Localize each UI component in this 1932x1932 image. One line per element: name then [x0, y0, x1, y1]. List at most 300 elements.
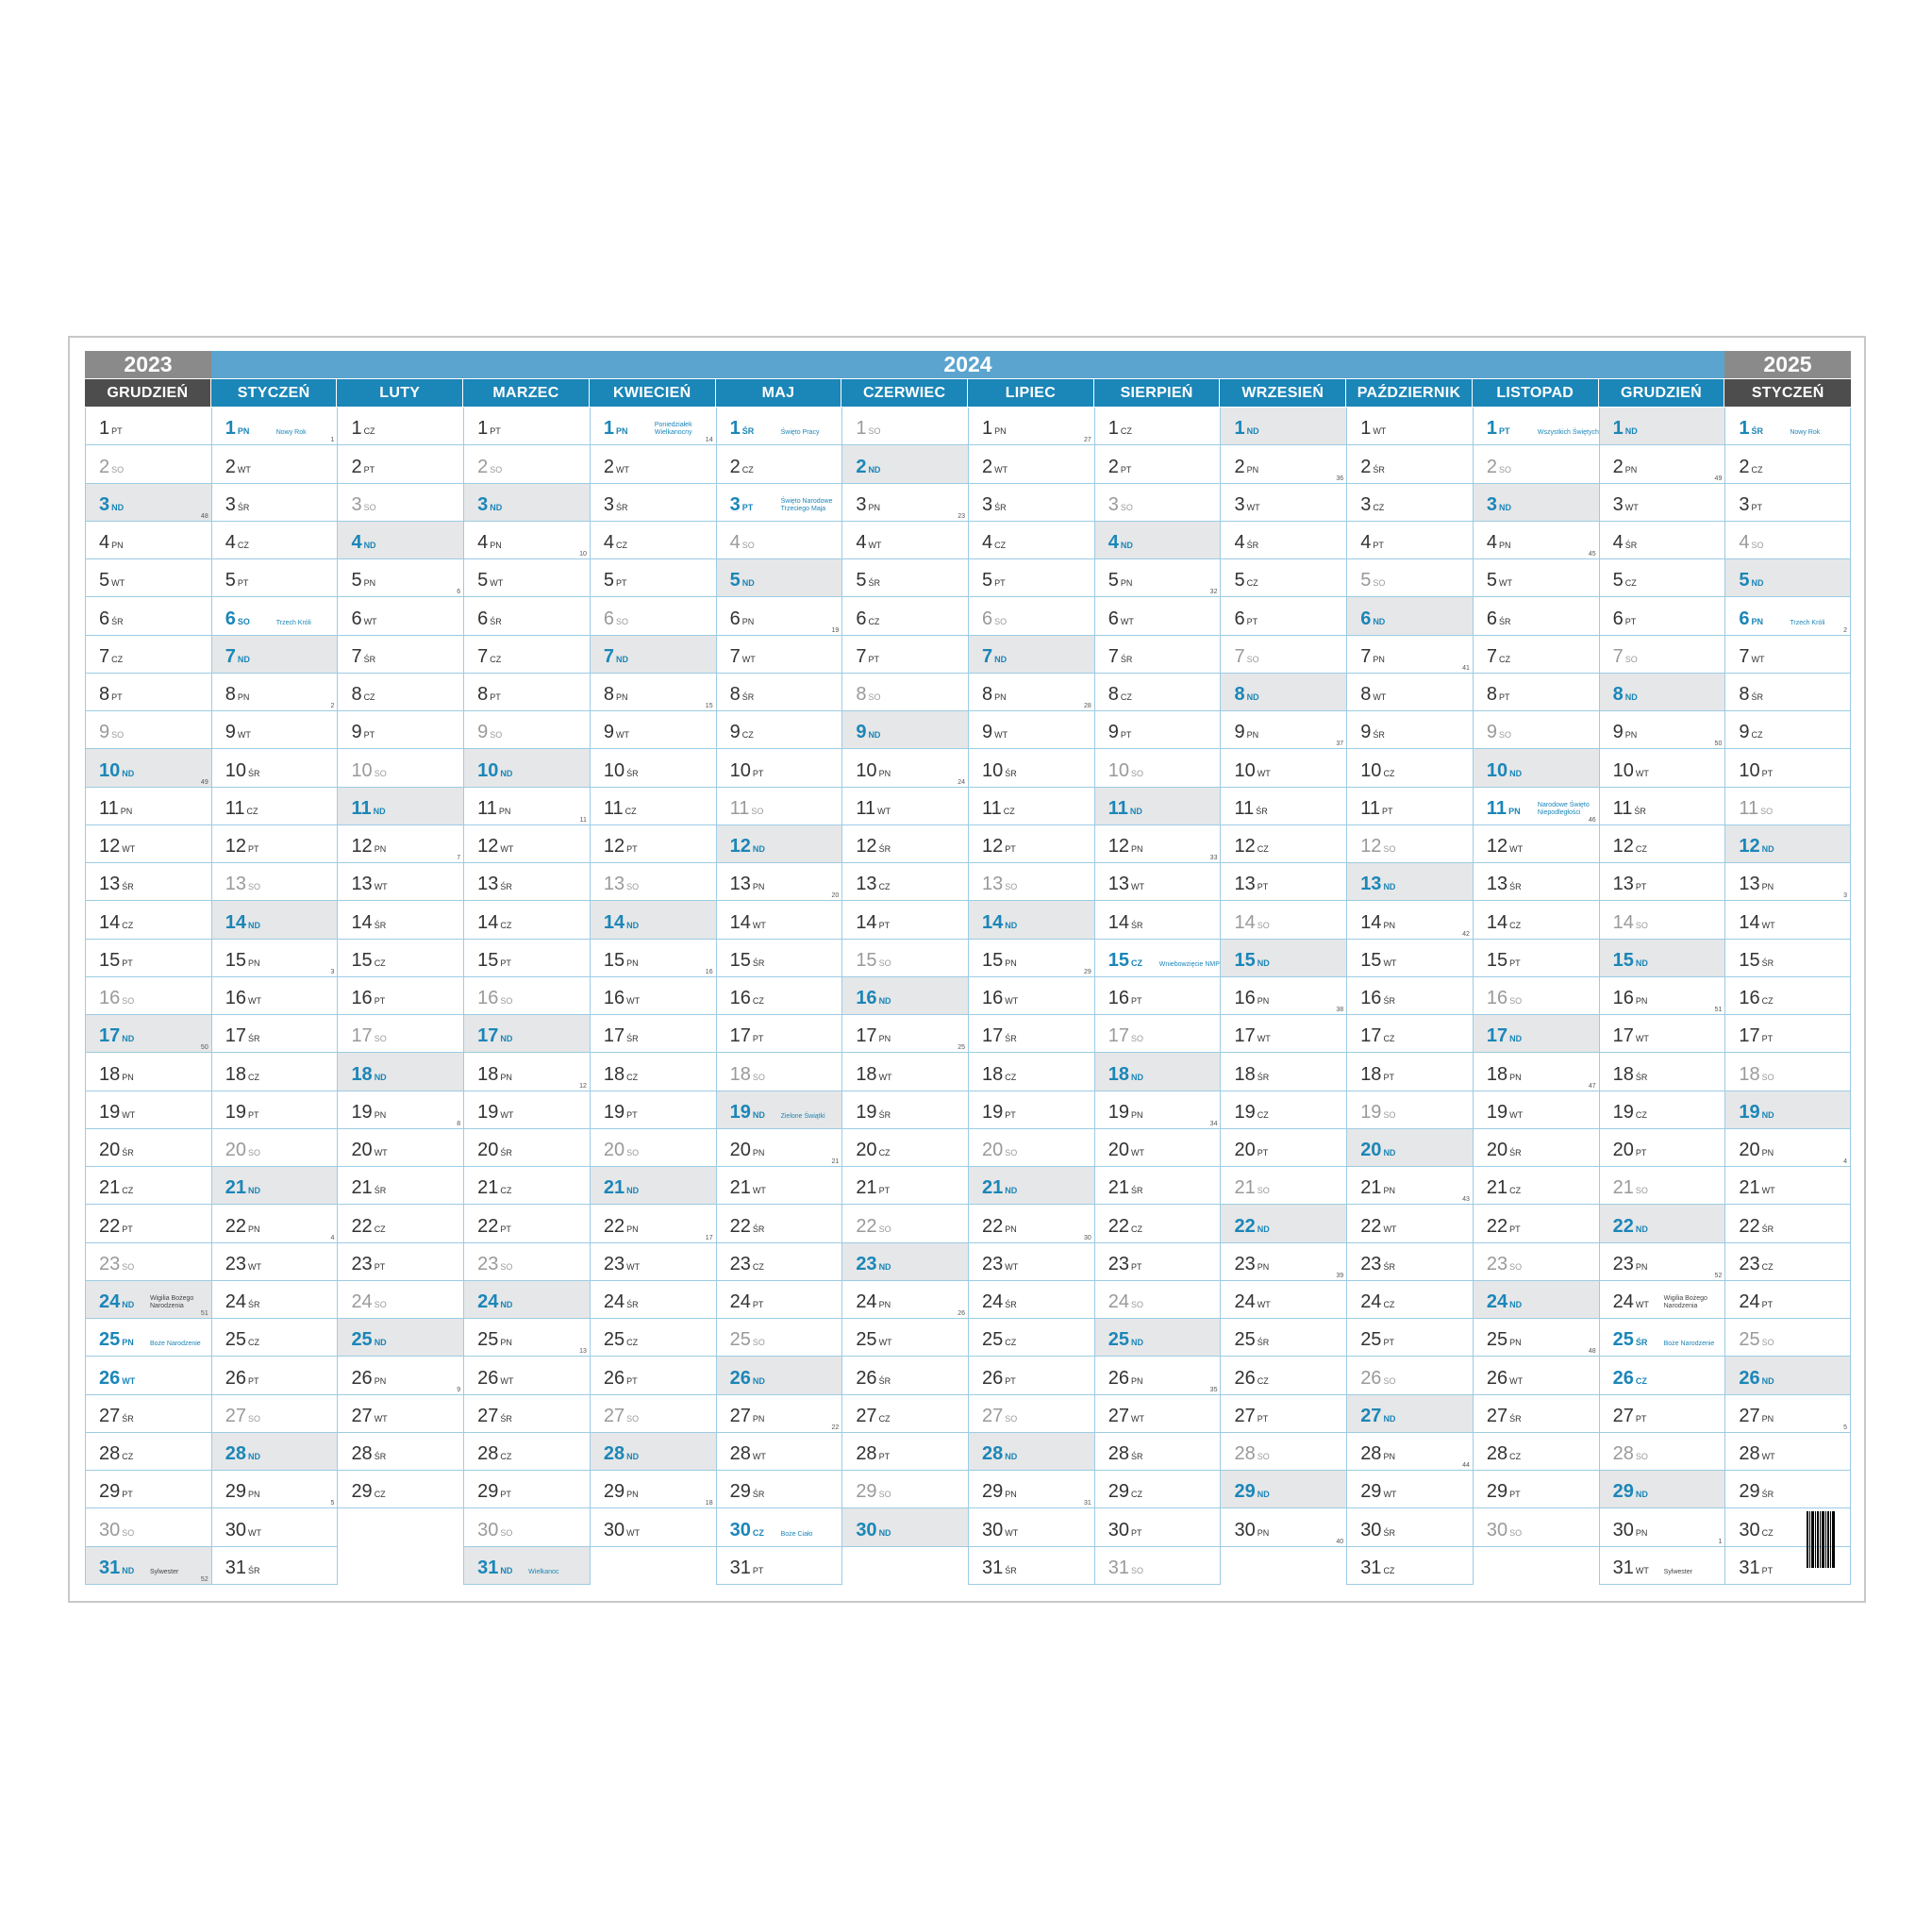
- week-number: 30: [1083, 1234, 1091, 1241]
- weekday-label: PN: [741, 616, 755, 626]
- day-number: 9 PT: [1108, 722, 1132, 743]
- day-number: 23 CZ: [729, 1253, 764, 1274]
- day-number: 18 ŚR: [1612, 1063, 1648, 1085]
- month-header: GRUDZIEŃ: [1599, 379, 1725, 407]
- weekday-label: WT: [877, 806, 891, 816]
- weekday-label: PT: [626, 1375, 638, 1386]
- day-cell: [1474, 1243, 1599, 1281]
- weekday-label: ND: [490, 502, 503, 512]
- day-cell: [212, 674, 338, 711]
- weekday-label: ŚR: [1256, 806, 1268, 816]
- day-cell: [591, 674, 716, 711]
- day-number: 18 ND: [351, 1063, 387, 1085]
- day-cell: [1725, 559, 1850, 597]
- month-header: MAJ: [716, 379, 842, 407]
- weekday-label: SO: [122, 996, 135, 1006]
- day-number: 21 PN: [1360, 1177, 1395, 1199]
- day-cell: [86, 1205, 211, 1242]
- weekday-label: WT: [1635, 1034, 1649, 1044]
- day-number: 23 PN: [1234, 1253, 1270, 1274]
- weekday-label: ŚR: [247, 768, 260, 778]
- day-number: 3 ND: [1486, 493, 1512, 515]
- day-cell: [1095, 1167, 1221, 1205]
- weekday-label: PN: [878, 768, 891, 778]
- day-number: 29 PT: [1486, 1481, 1521, 1503]
- day-cell: [591, 484, 716, 522]
- day-cell: [1095, 1281, 1221, 1319]
- day-number: 31 PT: [1739, 1557, 1774, 1578]
- day-number: 14 WT: [1739, 911, 1775, 933]
- day-cell: [464, 522, 590, 559]
- day-number: 1 CZ: [1108, 418, 1132, 440]
- day-number: 6 ND: [1360, 608, 1386, 629]
- day-number: 22 ŚR: [1739, 1215, 1774, 1237]
- month-column: [85, 408, 211, 1585]
- day-cell: [1347, 1547, 1473, 1585]
- weekday-label: SO: [1499, 730, 1512, 741]
- day-cell: [1474, 484, 1599, 522]
- day-cell: [464, 863, 590, 901]
- weekday-label: ND: [1005, 1186, 1018, 1196]
- weekday-label: ND: [752, 844, 765, 854]
- day-cell: [1725, 1091, 1850, 1129]
- weekday-label: ŚR: [247, 1034, 260, 1044]
- day-number: 6 PN: [729, 608, 755, 629]
- day-number: 6 CZ: [856, 608, 880, 629]
- weekday-label: WT: [363, 616, 377, 626]
- day-number: 30 CZ: [1739, 1519, 1774, 1541]
- weekday-label: PN: [616, 426, 628, 437]
- day-cell: [969, 1547, 1094, 1585]
- day-cell: [1347, 1053, 1473, 1091]
- weekday-label: ŚR: [878, 1375, 891, 1386]
- weekday-label: SO: [1120, 502, 1133, 512]
- weekday-label: ŚR: [1635, 1338, 1648, 1348]
- day-number: 5 ŚR: [856, 570, 880, 591]
- day-number: 2 SO: [477, 456, 503, 477]
- day-number: 30 ND: [856, 1519, 891, 1541]
- day-number: 26 SO: [1360, 1367, 1396, 1389]
- day-cell: [1347, 977, 1473, 1015]
- day-number: 23 WT: [982, 1253, 1019, 1274]
- day-number: 16 PT: [1108, 988, 1142, 1008]
- day-cell: [1725, 863, 1850, 901]
- weekday-label: ŚR: [1131, 1452, 1143, 1461]
- day-cell: [464, 1281, 590, 1319]
- day-cell: [1221, 1129, 1346, 1167]
- weekday-label: CZ: [122, 1452, 134, 1461]
- day-number: 16 ŚR: [1360, 988, 1395, 1008]
- weekday-label: CZ: [500, 920, 512, 930]
- day-cell: [842, 749, 968, 787]
- day-cell: [86, 711, 211, 749]
- weekday-label: PT: [1005, 1375, 1016, 1386]
- weekday-label: PN: [752, 1148, 765, 1158]
- day-number: 10 WT: [1612, 759, 1649, 781]
- weekday-label: SO: [878, 1490, 891, 1500]
- day-cell: [591, 1091, 716, 1129]
- day-number: 8 CZ: [1108, 684, 1132, 705]
- holiday-note: Trzech Króli: [1790, 619, 1825, 626]
- week-number: 1: [1718, 1538, 1723, 1545]
- day-cell: [212, 749, 338, 787]
- weekday-label: CZ: [625, 806, 637, 816]
- weekday-label: ŚR: [1751, 426, 1763, 437]
- day-cell: [969, 636, 1094, 674]
- weekday-label: CZ: [1761, 1527, 1774, 1538]
- day-number: 2 CZ: [729, 456, 754, 477]
- day-number: 13 ND: [1360, 874, 1396, 895]
- day-cell: [1095, 674, 1221, 711]
- day-number: 26 CZ: [1234, 1367, 1269, 1389]
- day-cell: [338, 408, 463, 445]
- day-cell: [1347, 1243, 1473, 1281]
- day-number: 2 SO: [99, 456, 125, 477]
- day-number: 26 CZ: [1612, 1367, 1647, 1389]
- weekday-label: CZ: [1509, 1186, 1522, 1196]
- day-number: 27 ŚR: [99, 1405, 134, 1426]
- weekday-label: PN: [1131, 1375, 1143, 1386]
- day-cell: [969, 1281, 1094, 1319]
- weekday-label: ŚR: [741, 426, 755, 437]
- holiday-note: Boże Narodzenie: [1663, 1341, 1715, 1348]
- day-cell: [212, 1243, 338, 1281]
- day-cell: [1474, 749, 1599, 787]
- day-number: 15 ŚR: [729, 949, 765, 971]
- weekday-label: SO: [1005, 1148, 1018, 1158]
- day-number: 15 CZ: [1108, 949, 1142, 971]
- weekday-label: ND: [616, 654, 628, 664]
- day-number: 9 SO: [477, 722, 503, 743]
- day-number: 13 WT: [351, 874, 388, 895]
- weekday-label: ŚR: [374, 920, 387, 930]
- day-number: 4 PN: [477, 532, 502, 553]
- day-number: 25 ND: [1108, 1329, 1143, 1351]
- day-cell: [1221, 445, 1346, 483]
- day-number: 15 PN: [225, 949, 260, 971]
- weekday-label: WT: [1257, 768, 1271, 778]
- day-cell: [1725, 901, 1850, 939]
- day-cell: [86, 1091, 211, 1129]
- weekday-label: ŚR: [111, 616, 124, 626]
- weekday-label: CZ: [1509, 920, 1522, 930]
- day-number: 20 WT: [1108, 1140, 1144, 1160]
- weekday-label: PN: [1005, 1490, 1017, 1500]
- weekday-label: CZ: [247, 1338, 259, 1348]
- day-number: 14 PN: [1360, 911, 1395, 933]
- weekday-label: ND: [1509, 768, 1523, 778]
- weekday-label: PN: [374, 1375, 387, 1386]
- weekday-label: CZ: [122, 1186, 134, 1196]
- weekday-label: ŚR: [1131, 1186, 1143, 1196]
- day-number: 7 CZ: [477, 645, 502, 667]
- day-number: 28 PN: [1360, 1443, 1395, 1464]
- day-number: 24 PT: [729, 1291, 764, 1312]
- day-number: 7 WT: [729, 645, 756, 667]
- day-number: 14 ŚR: [351, 911, 387, 933]
- weekday-label: PT: [237, 578, 249, 589]
- day-number: 3 ŚR: [225, 493, 250, 515]
- weekday-label: PN: [247, 1224, 260, 1234]
- day-number: 18 PN: [1486, 1063, 1522, 1085]
- day-cell: [717, 1395, 842, 1433]
- weekday-label: PN: [1246, 730, 1259, 741]
- weekday-label: CZ: [363, 692, 375, 702]
- day-cell: [464, 901, 590, 939]
- weekday-label: SO: [1635, 1452, 1648, 1461]
- weekday-label: WT: [490, 578, 504, 589]
- day-number: 4 PN: [1486, 532, 1511, 553]
- weekday-label: ND: [237, 654, 250, 664]
- day-cell: [969, 1015, 1094, 1053]
- day-cell: [1221, 749, 1346, 787]
- weekday-label: SO: [1499, 464, 1512, 475]
- day-cell: [1221, 1471, 1346, 1508]
- day-cell: [86, 788, 211, 825]
- day-number: 28 ŚR: [1108, 1443, 1143, 1464]
- month-header-row: [85, 379, 1851, 407]
- day-cell: [1600, 1205, 1725, 1242]
- weekday-label: WT: [1257, 1034, 1271, 1044]
- day-number: 27 ŚR: [1486, 1405, 1522, 1426]
- day-number: 28 ND: [225, 1443, 260, 1464]
- weekday-label: ŚR: [363, 654, 376, 664]
- day-cell: [842, 674, 968, 711]
- weekday-label: PT: [1131, 996, 1142, 1006]
- weekday-label: WT: [500, 1109, 514, 1120]
- day-cell: [1347, 1357, 1473, 1394]
- day-cell: [212, 1053, 338, 1091]
- day-cell: [1725, 825, 1850, 863]
- day-cell: [338, 597, 463, 635]
- day-cell: [212, 825, 338, 863]
- weekday-label: PN: [1499, 541, 1511, 550]
- day-number: 20 ŚR: [1486, 1140, 1522, 1160]
- day-cell: [1474, 901, 1599, 939]
- day-cell: [1221, 1395, 1346, 1433]
- day-cell: [1347, 1129, 1473, 1167]
- day-cell: [969, 1433, 1094, 1471]
- day-number: 5 WT: [1486, 570, 1513, 591]
- day-cell: [1600, 788, 1725, 825]
- day-cell: [1600, 825, 1725, 863]
- day-number: 25 ŚR: [1612, 1329, 1648, 1351]
- weekday-label: SO: [122, 1261, 135, 1272]
- empty-cell: [591, 1547, 716, 1585]
- weekday-label: PT: [122, 1490, 133, 1500]
- day-number: 14 ND: [603, 911, 640, 933]
- day-cell: [1600, 1129, 1725, 1167]
- day-number: 23 SO: [477, 1253, 513, 1274]
- day-number: 11 CZ: [603, 797, 637, 819]
- weekday-label: SO: [1383, 1109, 1396, 1120]
- day-cell: [464, 940, 590, 977]
- weekday-label: PN: [1383, 1186, 1395, 1196]
- day-cell: [1474, 1129, 1599, 1167]
- holiday-note: Święto Pracy: [780, 429, 820, 437]
- day-cell: [591, 445, 716, 483]
- day-cell: [1600, 977, 1725, 1015]
- holiday-note: Wielkanoc: [528, 1568, 559, 1575]
- day-number: 4 SO: [1739, 532, 1764, 553]
- day-cell: [212, 559, 338, 597]
- weekday-label: ND: [122, 768, 135, 778]
- day-number: 16 WT: [225, 988, 261, 1008]
- weekday-label: SO: [1131, 1565, 1144, 1575]
- day-number: 21 PT: [856, 1177, 891, 1199]
- day-cell: [1347, 1167, 1473, 1205]
- day-cell: [717, 711, 842, 749]
- day-number: 25 ŚR: [1234, 1329, 1270, 1351]
- day-number: 18 PT: [1360, 1063, 1394, 1085]
- month-column: [1220, 408, 1346, 1585]
- day-cell: [969, 1129, 1094, 1167]
- weekday-label: CZ: [1005, 1338, 1017, 1348]
- weekday-label: ND: [994, 654, 1008, 664]
- day-cell: [1095, 788, 1221, 825]
- day-cell: [1600, 749, 1725, 787]
- weekday-label: ND: [1257, 1490, 1270, 1500]
- day-cell: [1347, 1015, 1473, 1053]
- day-cell: [464, 1205, 590, 1242]
- day-cell: [1095, 1395, 1221, 1433]
- day-number: 12 WT: [99, 836, 136, 857]
- day-number: 21 WT: [729, 1177, 766, 1199]
- day-cell: [86, 1433, 211, 1471]
- weekday-label: ND: [868, 464, 881, 475]
- day-number: 28 CZ: [477, 1443, 512, 1464]
- day-number: 10 CZ: [1360, 759, 1395, 781]
- day-number: 5 PT: [225, 570, 249, 591]
- day-cell: [338, 1015, 463, 1053]
- day-cell: [591, 788, 716, 825]
- day-number: 8 SO: [856, 684, 881, 705]
- day-number: 6 SO: [225, 608, 250, 629]
- day-number: 13 ŚR: [477, 874, 512, 895]
- day-cell: [212, 1508, 338, 1546]
- weekday-label: PN: [1635, 1261, 1648, 1272]
- day-cell: [717, 1243, 842, 1281]
- day-number: 27 PN: [729, 1405, 765, 1426]
- day-number: 14 ND: [982, 911, 1018, 933]
- day-number: 25 PT: [1360, 1329, 1394, 1351]
- weekday-label: ND: [1499, 502, 1512, 512]
- weekday-label: PT: [752, 1565, 764, 1575]
- day-cell: [1600, 1395, 1725, 1433]
- week-number: 52: [1714, 1272, 1723, 1279]
- day-number: 31 SO: [1108, 1557, 1144, 1578]
- weekday-label: ND: [122, 1565, 135, 1575]
- day-number: 15 SO: [856, 949, 891, 971]
- weekday-label: PN: [1257, 996, 1270, 1006]
- day-cell: [842, 484, 968, 522]
- weekday-label: WT: [1383, 1224, 1397, 1234]
- week-number: 2: [1843, 626, 1848, 634]
- day-cell: [1095, 863, 1221, 901]
- day-number: 29 PT: [99, 1481, 133, 1503]
- weekday-label: ŚR: [500, 1413, 512, 1424]
- day-number: 23 CZ: [1739, 1253, 1774, 1274]
- weekday-label: CZ: [1383, 768, 1395, 778]
- day-number: 5 WT: [477, 570, 504, 591]
- week-number: 48: [1588, 1348, 1596, 1356]
- day-number: 23 ND: [856, 1253, 891, 1274]
- day-cell: [842, 1281, 968, 1319]
- day-cell: [969, 940, 1094, 977]
- weekday-label: CZ: [1751, 730, 1763, 741]
- day-cell: [717, 1129, 842, 1167]
- month-header: LISTOPAD: [1473, 379, 1599, 407]
- day-number: 8 WT: [1360, 684, 1387, 705]
- day-cell: [969, 1205, 1094, 1242]
- month-header: GRUDZIEŃ: [85, 379, 211, 407]
- day-cell: [1095, 1433, 1221, 1471]
- day-number: 20 SO: [982, 1140, 1018, 1160]
- weekday-label: PT: [122, 958, 133, 968]
- day-number: 14 CZ: [1486, 911, 1522, 933]
- day-number: 30 WT: [603, 1519, 641, 1541]
- day-cell: [212, 1167, 338, 1205]
- weekday-label: WT: [1373, 426, 1387, 437]
- day-cell: [969, 1357, 1094, 1394]
- day-number: 27 PT: [1612, 1405, 1647, 1426]
- day-number: 21 CZ: [477, 1177, 512, 1199]
- weekday-label: PT: [122, 1224, 133, 1234]
- day-cell: [212, 522, 338, 559]
- day-number: 23 WT: [603, 1253, 641, 1274]
- weekday-label: ND: [247, 1186, 260, 1196]
- month-header: LIPIEC: [968, 379, 1094, 407]
- day-number: 31 WT: [1612, 1557, 1649, 1578]
- day-cell: [1221, 1091, 1346, 1129]
- day-cell: [1474, 1395, 1599, 1433]
- day-cell: [1474, 559, 1599, 597]
- weekday-label: ŚR: [122, 1413, 134, 1424]
- weekday-label: CZ: [1509, 1452, 1522, 1461]
- weekday-label: ND: [1131, 1338, 1143, 1348]
- day-number: 18 ŚR: [1234, 1063, 1270, 1085]
- day-cell: [464, 1129, 590, 1167]
- day-number: 9 WT: [225, 722, 251, 743]
- weekday-label: PN: [994, 692, 1007, 702]
- weekday-label: PN: [626, 1490, 639, 1500]
- day-cell: [1347, 484, 1473, 522]
- week-number: 44: [1462, 1462, 1470, 1469]
- day-number: 20 PT: [1612, 1140, 1647, 1160]
- day-cell: [1221, 863, 1346, 901]
- weekday-label: PT: [1383, 1338, 1394, 1348]
- day-cell: [86, 901, 211, 939]
- day-number: 16 SO: [1486, 988, 1523, 1008]
- day-number: 20 PN: [729, 1140, 765, 1160]
- day-cell: [86, 559, 211, 597]
- weekday-label: WT: [1635, 768, 1649, 778]
- weekday-label: SO: [1257, 1452, 1270, 1461]
- day-cell: [86, 484, 211, 522]
- holiday-note: Wigilia Bożego Narodzenia: [1663, 1295, 1707, 1309]
- day-cell: [86, 1319, 211, 1357]
- day-cell: [86, 522, 211, 559]
- day-cell: [717, 1319, 842, 1357]
- day-number: 1 PT: [99, 418, 123, 440]
- wall-calendar-sheet: [68, 336, 1866, 1603]
- week-number: 24: [958, 778, 966, 786]
- day-cell: [842, 1319, 968, 1357]
- day-number: 5 SO: [1360, 570, 1386, 591]
- day-number: 6 ŚR: [477, 608, 502, 629]
- weekday-label: CZ: [1383, 1034, 1395, 1044]
- holiday-note: Narodowe Święto Niepodległości: [1537, 801, 1590, 816]
